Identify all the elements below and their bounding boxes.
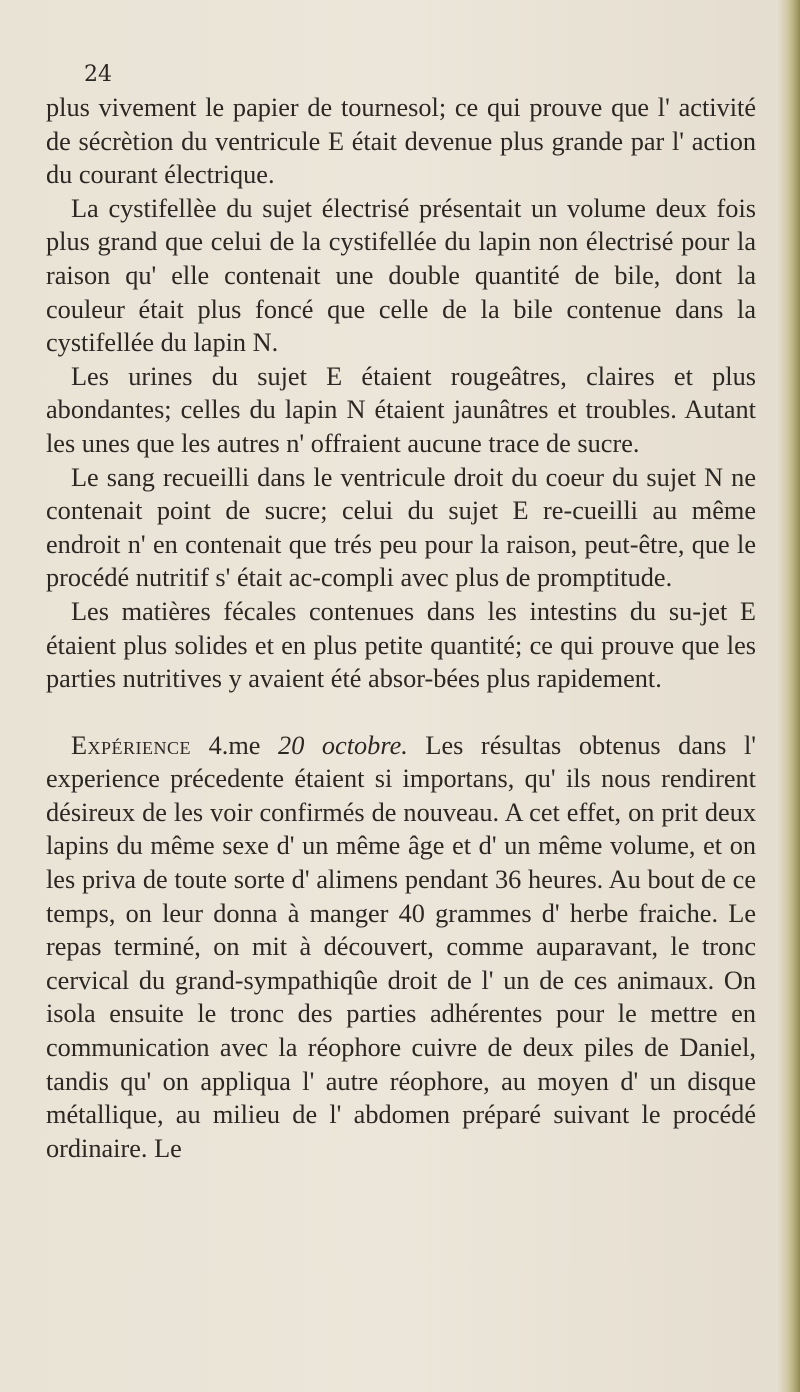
experience-date: 20 octobre.: [278, 730, 408, 760]
paragraph-3: Les urines du sujet E étaient rougeâtres, claires et plus abondantes; celles du lapin N étaient jaunâtres et troubles. Autant les unes que les autres n' offraient aucune trace de sucre.: [46, 361, 756, 458]
text-body: [46, 91, 756, 1165]
experience-text: Les résultas obtenus dans l' experience précedente étaient si importans, qu' ils nous rendirent désireux de les voir confirmés de nouveau. A cet effet, on prit deux lapins du même sexe d' un même âge et d' un même volume, et on les priva de toute sorte d' alimens pendant 36 heures. Au bout de ce temps, on leur donna à manger 40 grammes d' herbe fraiche. Le repas terminé, on mit à découvert, comme auparavant, le tronc cervical du grand-sympathiqûe droit de l' un de ces animaux. On isola ensuite le tronc des parties adhérentes pour le mettre en communication avec la réophore cuivre de deux piles de Daniel, tandis qu' on appliqua l' autre réophore, au moyen d' un disque métallique, au milieu de l' abdomen préparé suivant le procédé ordinaire. Le: [46, 730, 756, 1163]
paragraph-5: Les matières fécales contenues dans les intestins du su-jet E étaient plus solides et en plus petite quantité; ce qui prouve que les parties nutritives y avaient été absor-bées plus rapidement.: [46, 596, 756, 694]
experience-number: 4.me: [208, 730, 261, 760]
experience-paragraph: [46, 729, 756, 1166]
page-number: 24: [84, 62, 112, 87]
paragraph-2: La cystifellèe du sujet électrisé présentait un volume deux fois plus grand que celui de la cystifellée du lapin non électrisé pour la raison qu' elle contenait une double quantité de bile, dont la couleur était plus foncé que celle de la bile contenue dans la cystifellée du lapin N.: [46, 193, 756, 358]
paragraph-1: plus vivement le papier de tournesol; ce qui prouve que l' activité de sécrètion du ventricule E était devenue plus grande par l' action du courant électrique.: [46, 93, 756, 190]
page-edge-shadow: [778, 0, 800, 1392]
section-gap: [46, 696, 756, 729]
experience-heading: Expérience: [70, 730, 192, 760]
paragraph-4: Le sang recueilli dans le ventricule droit du coeur du sujet N ne contenait point de sucre; celui du sujet E re-cueilli au même endroit n' en contenait que trés peu pour la raison, peut-être, que le procédé nutritif s' était ac-compli avec plus de promptitude.: [46, 462, 756, 593]
